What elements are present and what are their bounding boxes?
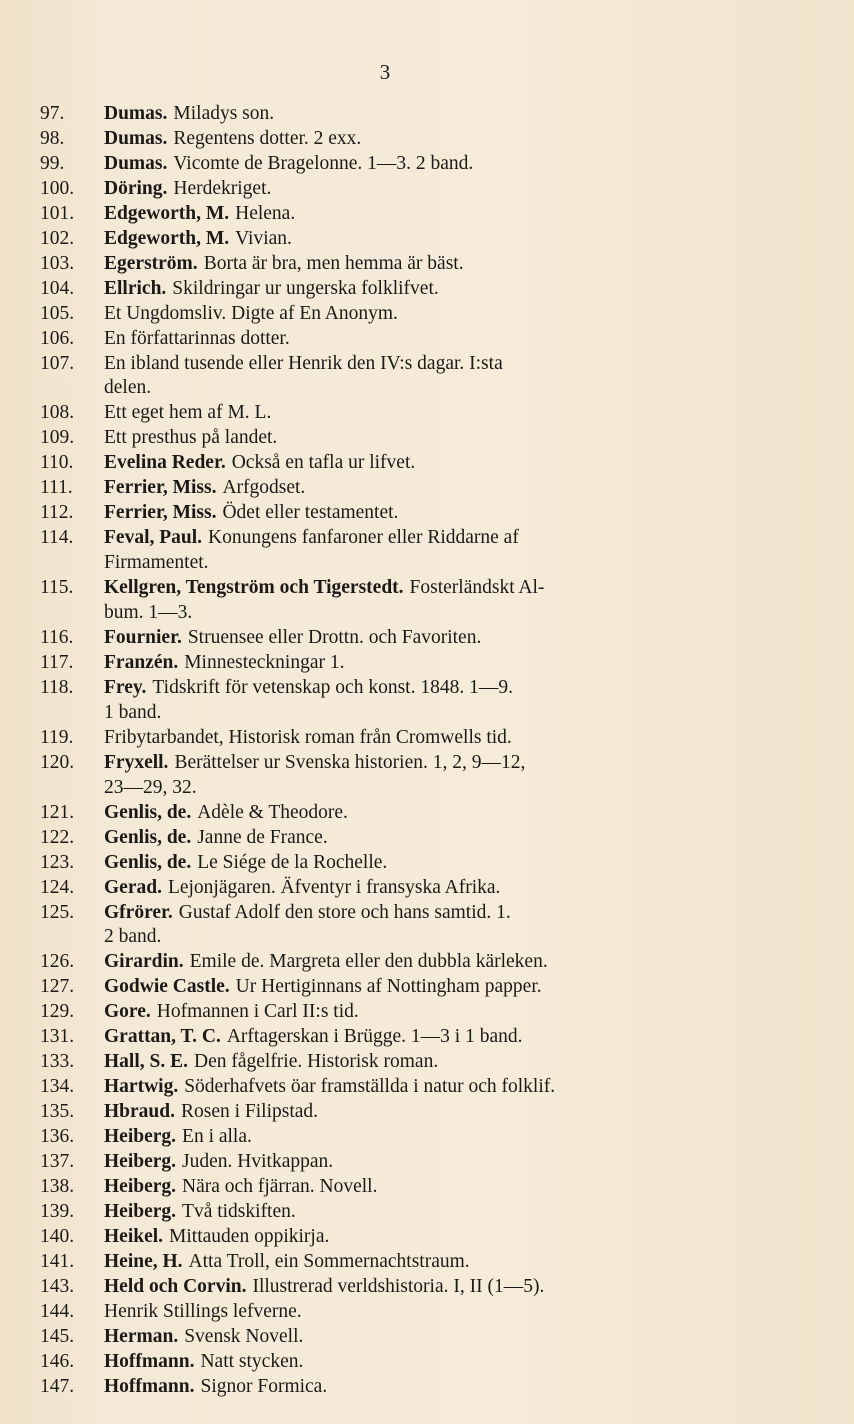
entry-text (104, 252, 740, 277)
catalog-entry (40, 476, 740, 501)
entry-text (104, 476, 740, 501)
catalog-entry (40, 1225, 740, 1250)
catalog-entry (40, 426, 740, 451)
entry-number: 98. (40, 127, 65, 149)
entry-author: Feval, Paul. (104, 527, 203, 549)
entry-author: Genlis, de. (104, 851, 192, 873)
catalog-entry (40, 576, 740, 601)
entry-number: 138. (40, 1175, 75, 1197)
entry-title: Vicomte de Bragelonne. 1—3. 2 band. (173, 152, 474, 174)
entry-number: 129. (40, 1001, 75, 1023)
entry-title: Herdekriget. (173, 177, 272, 199)
catalog-entry (40, 726, 740, 751)
entry-number: 145. (40, 1325, 75, 1347)
entry-author: Döring. (104, 177, 168, 199)
entry-text (104, 826, 740, 851)
catalog-entry (40, 1300, 740, 1325)
entry-text (104, 751, 740, 776)
entry-title: Struensee eller Drottn. och Favoriten. (187, 627, 482, 649)
catalog-entry (40, 352, 740, 377)
entry-title: Fosterländskt Al- (409, 577, 545, 599)
entry-title: Helena. (235, 202, 296, 224)
entry-author: Girardin. (104, 951, 184, 973)
entry-number: 107. (40, 352, 75, 374)
entry-title: Fribytarbandet, Historisk roman från Cromwells tid. (104, 726, 512, 748)
entry-text (104, 501, 740, 526)
entry-author: Ferrier, Miss. (104, 477, 217, 499)
entry-author: Hartwig. (104, 1076, 179, 1098)
entry-text (104, 526, 740, 551)
entry-number: 144. (40, 1300, 75, 1322)
catalog-entry (40, 327, 740, 352)
entry-number: 127. (40, 976, 75, 998)
entry-number: 123. (40, 851, 75, 873)
entry-author: Godwie Castle. (104, 976, 230, 998)
entry-author: Held och Corvin. (104, 1275, 247, 1297)
entry-continuation: bum. 1—3. (104, 602, 193, 624)
entry-continuation: 1 band. (104, 701, 162, 723)
catalog-entry (40, 1175, 740, 1200)
entry-text (104, 1075, 740, 1100)
entry-author: Grattan, T. C. (104, 1026, 221, 1048)
catalog-entry (40, 451, 740, 476)
catalog-entry (40, 1325, 740, 1350)
entry-text (104, 1375, 740, 1400)
entry-continuation: delen. (104, 377, 152, 399)
catalog-entry (40, 626, 740, 651)
entry-title: En författarinnas dotter. (104, 327, 290, 349)
entry-number: 141. (40, 1250, 75, 1272)
entry-author: Gfrörer. (104, 901, 173, 923)
entry-text (104, 302, 740, 327)
entry-number: 115. (40, 577, 74, 599)
entry-number: 120. (40, 751, 75, 773)
entry-title: Ett presthus på landet. (104, 427, 278, 449)
catalog-entry (40, 1275, 740, 1300)
entry-title: Tidskrift för vetenskap och konst. 1848. 1—9. (152, 676, 513, 698)
entry-text (104, 1000, 740, 1025)
entry-author: Heine, H. (104, 1250, 183, 1272)
entry-author: Heiberg. (104, 1126, 177, 1148)
entry-number: 124. (40, 876, 75, 898)
entry-author: Fryxell. (104, 751, 169, 773)
entry-author: Dumas. (104, 127, 168, 149)
entry-number: 109. (40, 427, 75, 449)
entry-title: Arfgodset. (222, 477, 306, 499)
entry-title: Le Siége de la Rochelle. (197, 851, 388, 873)
catalog-entry (40, 1000, 740, 1025)
catalog-entry (40, 876, 740, 901)
catalog-entry (40, 751, 740, 776)
entry-number: 101. (40, 202, 75, 224)
entry-number: 116. (40, 627, 74, 649)
entry-author: Evelina Reder. (104, 452, 226, 474)
entry-title: En i alla. (182, 1126, 252, 1148)
entry-text (104, 975, 740, 1000)
entry-text (104, 451, 740, 476)
entry-author: Dumas. (104, 152, 168, 174)
entry-number: 119. (40, 726, 74, 748)
entry-number: 135. (40, 1101, 75, 1123)
entry-text (104, 327, 740, 352)
catalog-entry (40, 1350, 740, 1375)
catalog-entry (40, 950, 740, 975)
entry-title: Borta är bra, men hemma är bäst. (203, 252, 464, 274)
entry-number: 104. (40, 277, 75, 299)
entry-number: 112. (40, 502, 74, 524)
entry-number: 136. (40, 1126, 75, 1148)
catalog-entry (40, 1100, 740, 1125)
entry-title: Ödet eller testamentet. (222, 502, 399, 524)
entry-text (104, 1025, 740, 1050)
entry-number: 134. (40, 1076, 75, 1098)
entry-title: Janne de France. (197, 826, 328, 848)
entry-text (104, 1125, 740, 1150)
entry-author: Hoffmann. (104, 1350, 195, 1372)
entry-author: Gore. (104, 1001, 151, 1023)
catalog-entry (40, 302, 740, 327)
entry-number: 99. (40, 152, 65, 174)
catalog-entry (40, 1375, 740, 1400)
catalog-entry (40, 1075, 740, 1100)
catalog-entry (40, 1150, 740, 1175)
entry-author: Genlis, de. (104, 826, 192, 848)
entry-author: Heiberg. (104, 1175, 177, 1197)
entry-title: Regentens dotter. 2 exx. (173, 127, 362, 149)
entry-author: Fournier. (104, 627, 182, 649)
entry-text (104, 626, 740, 651)
entry-title: Emile de. Margreta eller den dubbla kärleken. (189, 951, 548, 973)
entry-title: Också en tafla ur lifvet. (231, 452, 416, 474)
entry-text (104, 1300, 740, 1325)
catalog-entry (40, 102, 740, 127)
entry-title: Juden. Hvitkappan. (182, 1151, 334, 1173)
catalog-entry (40, 801, 740, 826)
entry-author: Edgeworth, M. (104, 227, 230, 249)
entry-continuation: Firmamentet. (104, 552, 209, 574)
entry-title: Signor Formica. (200, 1375, 328, 1397)
catalog-entry (40, 252, 740, 277)
entry-author: Heikel. (104, 1225, 164, 1247)
entry-number: 126. (40, 951, 75, 973)
catalog-entry (40, 526, 740, 551)
entry-number: 111. (40, 477, 73, 499)
entry-text (104, 202, 740, 227)
entry-title: Nära och fjärran. Novell. (182, 1175, 378, 1197)
catalog-entry (40, 826, 740, 851)
catalog-entry (40, 651, 740, 676)
entry-number: 146. (40, 1350, 75, 1372)
entry-number: 103. (40, 252, 75, 274)
entry-title: Atta Troll, ein Sommernachtstraum. (188, 1250, 470, 1272)
page-number: 3 (379, 60, 391, 84)
entry-text (104, 1325, 740, 1350)
entry-text (104, 901, 740, 926)
entry-number: 147. (40, 1375, 75, 1397)
entry-title: Miladys son. (173, 103, 275, 124)
entry-title: Två tidskiften. (182, 1200, 296, 1222)
entry-number: 106. (40, 327, 75, 349)
catalog-entry (40, 277, 740, 302)
entry-text (104, 651, 740, 676)
entry-title: Rosen i Filipstad. (180, 1101, 319, 1123)
entry-title: Berättelser ur Svenska historien. 1, 2, 9—12, (174, 751, 526, 773)
entry-author: Ferrier, Miss. (104, 502, 217, 524)
entry-text (104, 1100, 740, 1125)
catalog-entry (40, 1200, 740, 1225)
entry-text (104, 1150, 740, 1175)
entry-title: Natt stycken. (200, 1350, 304, 1372)
entry-number: 137. (40, 1151, 75, 1173)
entry-text (104, 401, 740, 426)
entry-author: Gerad. (104, 876, 162, 898)
entry-number: 140. (40, 1225, 75, 1247)
entry-title: Vivian. (235, 227, 292, 249)
entry-text (104, 576, 740, 601)
entry-text (104, 1175, 740, 1200)
catalog-entry (40, 227, 740, 252)
catalog-entry (40, 1250, 740, 1275)
entry-title: Lejonjägaren. Äfventyr i fransyska Afrika. (167, 876, 501, 898)
entry-text (104, 152, 740, 177)
entry-text (104, 426, 740, 451)
entry-number: 143. (40, 1275, 75, 1297)
entry-title: Gustaf Adolf den store och hans samtid. 1. (178, 901, 511, 923)
entry-author: Genlis, de. (104, 801, 192, 823)
catalog-entry (40, 975, 740, 1000)
entry-author: Frey. (104, 676, 147, 698)
entry-title: Söderhafvets öar framställda i natur och folklif. (184, 1076, 556, 1098)
catalog-entry (40, 851, 740, 876)
entry-number: 118. (40, 676, 74, 698)
entry-title: Skildringar ur ungerska folklifvet. (172, 277, 439, 299)
entry-text (104, 227, 740, 252)
catalog-entry (40, 202, 740, 227)
entry-author: Hbraud. (104, 1101, 175, 1123)
catalog-entry (40, 1125, 740, 1150)
catalog-entry (40, 501, 740, 526)
entry-text (104, 1250, 740, 1275)
entry-text (104, 1050, 740, 1075)
entry-number: 117. (40, 651, 74, 673)
catalog-entry (40, 401, 740, 426)
entry-author: Hoffmann. (104, 1375, 195, 1397)
entry-number: 125. (40, 901, 75, 923)
entry-continuation: 2 band. (104, 926, 162, 948)
entry-author: Dumas. (104, 103, 168, 124)
entry-number: 131. (40, 1026, 75, 1048)
entry-number: 97. (40, 103, 65, 124)
entry-number: 114. (40, 527, 74, 549)
entry-title: Arftagerskan i Brügge. 1—3 i 1 band. (226, 1026, 523, 1048)
entry-number: 139. (40, 1200, 75, 1222)
entry-title: Ur Hertiginnans af Nottingham papper. (235, 976, 542, 998)
entry-text (104, 1350, 740, 1375)
entry-author: Heiberg. (104, 1151, 177, 1173)
catalog-entry (40, 152, 740, 177)
catalog-entry (40, 901, 740, 926)
entry-number: 122. (40, 826, 75, 848)
entry-author: Heiberg. (104, 1200, 177, 1222)
entry-number: 102. (40, 227, 75, 249)
entry-text (104, 1200, 740, 1225)
entry-title: Konungens fanfaroner eller Riddarne af (208, 527, 519, 549)
entry-text (104, 177, 740, 202)
entry-title: Minnesteckningar 1. (184, 651, 345, 673)
entry-author: Edgeworth, M. (104, 202, 230, 224)
entry-title: Den fågelfrie. Historisk roman. (193, 1051, 439, 1073)
entry-title: Adèle & Theodore. (197, 801, 348, 823)
entry-title: Et Ungdomsliv. Digte af En Anonym. (104, 302, 398, 324)
entry-text (104, 277, 740, 302)
entry-title: Mittauden oppikirja. (169, 1225, 330, 1247)
entry-title: Svensk Novell. (184, 1325, 304, 1347)
entry-text (104, 851, 740, 876)
entry-number: 133. (40, 1051, 75, 1073)
entry-author: Egerström. (104, 252, 198, 274)
entry-title: En ibland tusende eller Henrik den IV:s dagar. I:sta (104, 352, 503, 374)
entry-text (104, 876, 740, 901)
entry-text (104, 676, 740, 701)
entry-title: Ett eget hem af M. L. (104, 402, 272, 424)
entry-author: Ellrich. (104, 277, 167, 299)
entry-author: Hall, S. E. (104, 1051, 188, 1073)
entry-text (104, 127, 740, 152)
entry-title: Hofmannen i Carl II:s tid. (156, 1001, 359, 1023)
entry-text (104, 726, 740, 751)
entry-number: 100. (40, 177, 75, 199)
entry-author: Franzén. (104, 651, 179, 673)
entry-text (104, 1225, 740, 1250)
entry-title: Illustrerad verldshistoria. I, II (1—5). (252, 1275, 545, 1297)
catalog-entry (40, 1050, 740, 1075)
entry-text (104, 102, 740, 127)
entry-number: 105. (40, 302, 75, 324)
catalog-entry (40, 676, 740, 701)
entry-list (40, 102, 740, 1400)
catalog-entry (40, 1025, 740, 1050)
catalog-entry (40, 177, 740, 202)
entry-author: Herman. (104, 1325, 179, 1347)
entry-number: 108. (40, 402, 75, 424)
entry-title: Henrik Stillings lefverne. (104, 1300, 302, 1322)
entry-number: 110. (40, 452, 74, 474)
entry-continuation: 23—29, 32. (104, 776, 197, 798)
entry-text (104, 950, 740, 975)
entry-text (104, 352, 740, 377)
catalog-entry (40, 127, 740, 152)
entry-text (104, 1275, 740, 1300)
entry-number: 121. (40, 801, 75, 823)
entry-author: Kellgren, Tengström och Tigerstedt. (104, 577, 404, 599)
entry-text (104, 801, 740, 826)
